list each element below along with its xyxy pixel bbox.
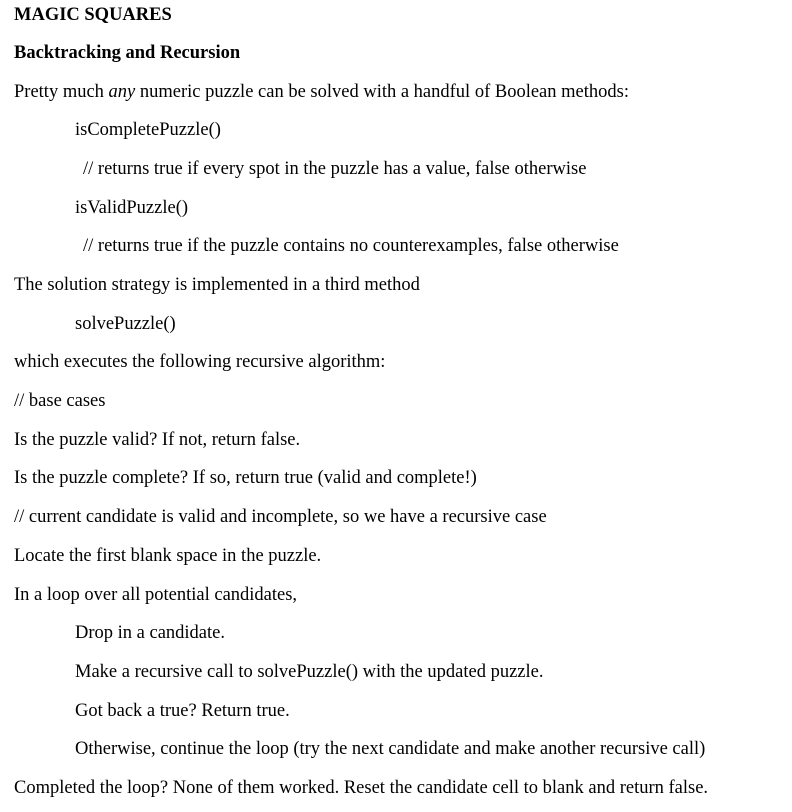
- method-is-valid-comment: // returns true if the puzzle contains no counterexamples, false otherwise: [83, 236, 619, 256]
- intro-before: Pretty much: [14, 82, 109, 102]
- loop-recursive-call: Make a recursive call to solvePuzzle() with the updated puzzle.: [75, 662, 544, 682]
- step-complete: Is the puzzle complete? If so, return true (valid and complete!): [14, 468, 477, 488]
- method-solve: solvePuzzle(): [75, 314, 176, 334]
- intro-after: numeric puzzle can be solved with a handful of Boolean methods:: [135, 82, 629, 102]
- loop-otherwise: Otherwise, continue the loop (try the next candidate and make another recursive call): [75, 739, 706, 759]
- base-cases-comment: // base cases: [14, 391, 106, 411]
- method-is-complete: isCompletePuzzle(): [75, 120, 221, 140]
- step-loop: In a loop over all potential candidates,: [14, 585, 298, 605]
- intro-paragraph: [14, 80, 629, 104]
- step-valid: Is the puzzle valid? If not, return false.: [14, 430, 301, 450]
- step-completed-loop: Completed the loop? None of them worked. Reset the candidate cell to blank and return false.: [14, 778, 709, 798]
- intro-emphasis: any: [108, 82, 136, 102]
- doc-subtitle: Backtracking and Recursion: [14, 43, 241, 63]
- loop-return-true: Got back a true? Return true.: [75, 701, 290, 721]
- strategy-text: The solution strategy is implemented in a third method: [14, 275, 420, 295]
- algorithm-intro: which executes the following recursive algorithm:: [14, 352, 386, 372]
- step-locate: Locate the first blank space in the puzzle.: [14, 546, 322, 566]
- loop-drop-candidate: Drop in a candidate.: [75, 623, 225, 643]
- doc-title: MAGIC SQUARES: [14, 5, 172, 25]
- recursive-case-comment: // current candidate is valid and incomplete, so we have a recursive case: [14, 507, 547, 527]
- method-is-complete-comment: // returns true if every spot in the puzzle has a value, false otherwise: [83, 159, 587, 179]
- method-is-valid: isValidPuzzle(): [75, 198, 189, 218]
